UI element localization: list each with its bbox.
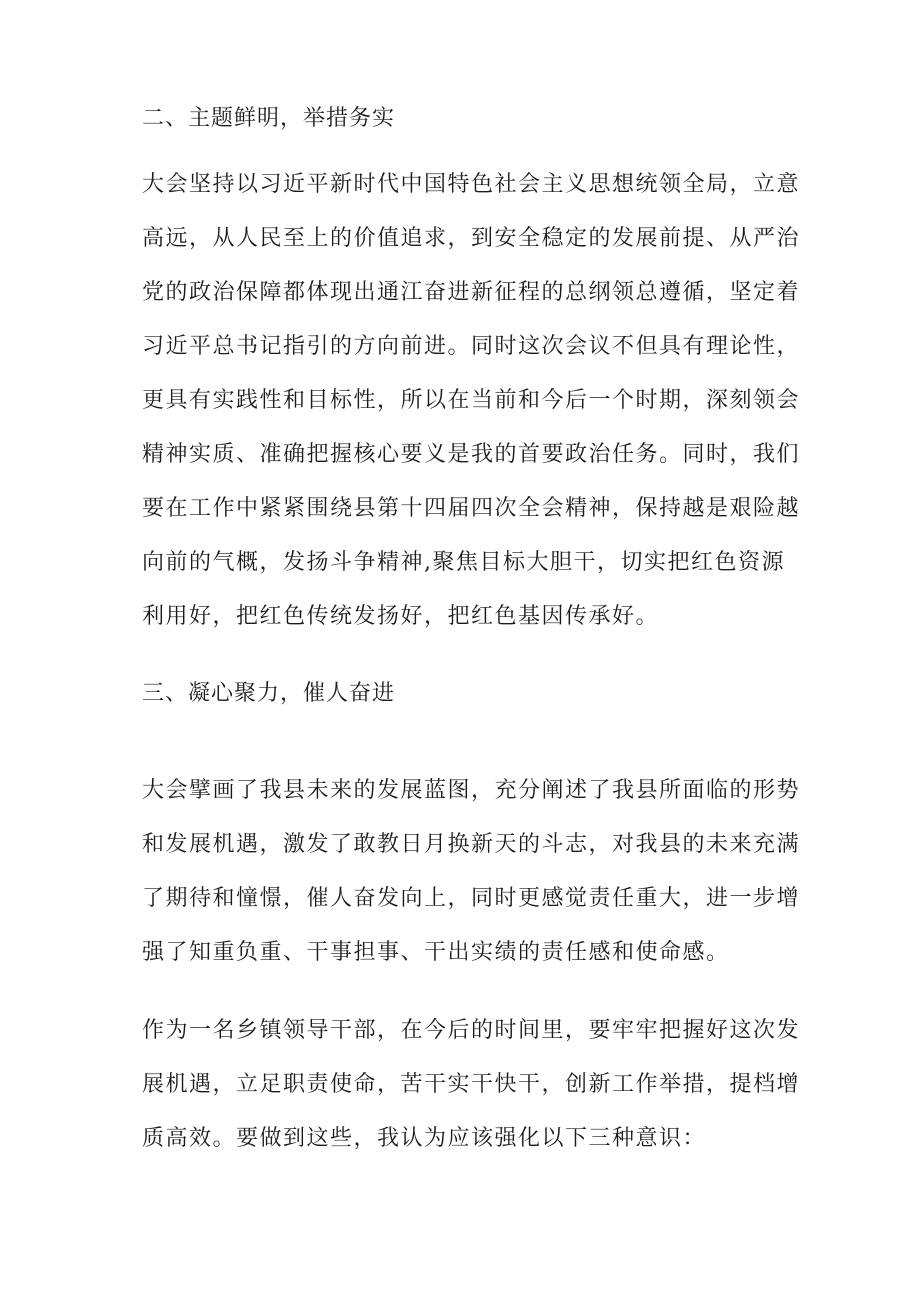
text-line: 党的政治保障都体现出通江奋进新征程的总纲领总遵循，坚定着 bbox=[142, 280, 801, 305]
text-line: 展机遇，立足职责使命，苦干实干快干，创新工作举措，提档增 bbox=[142, 1072, 801, 1097]
text-line: 质高效。要做到这些，我认为应该强化以下三种意识： bbox=[142, 1126, 707, 1151]
section-3-paragraph-2 bbox=[142, 1004, 801, 1166]
text-line: 和发展机遇，激发了敢教日月换新天的斗志，对我县的未来充满 bbox=[142, 832, 801, 857]
section-heading-3: 三、凝心聚力，催人奋进 bbox=[142, 681, 396, 706]
section-2-paragraph-1 bbox=[142, 158, 801, 644]
text-line: 大会擘画了我县未来的发展蓝图，充分阐述了我县所面临的形势 bbox=[142, 778, 801, 803]
text-line: 大会坚持以习近平新时代中国特色社会主义思想统领全局，立意 bbox=[142, 172, 801, 197]
text-line: 强了知重负重、干事担事、干出实绩的责任感和使命感。 bbox=[142, 940, 730, 965]
text-line: 利用好，把红色传统发扬好，把红色基因传承好。 bbox=[142, 604, 660, 629]
text-line: 习近平总书记指引的方向前进。同时这次会议不但具有理论性， bbox=[142, 334, 801, 359]
section-heading-2: 二、主题鲜明，举措务实 bbox=[142, 106, 396, 131]
text-line: 高远，从人民至上的价值追求，到安全稳定的发展前提、从严治 bbox=[142, 226, 801, 251]
section-3-paragraph-1 bbox=[142, 764, 801, 980]
text-line: 向前的气概，发扬斗争精神,聚焦目标大胆干，切实把红色资源 bbox=[142, 550, 785, 575]
text-line: 作为一名乡镇领导干部，在今后的时间里，要牢牢把握好这次发 bbox=[142, 1018, 801, 1043]
text-line: 了期待和憧憬，催人奋发向上，同时更感觉责任重大，进一步增 bbox=[142, 886, 801, 911]
text-line: 要在工作中紧紧围绕县第十四届四次全会精神，保持越是艰险越 bbox=[142, 496, 801, 521]
text-line: 精神实质、准确把握核心要义是我的首要政治任务。同时，我们 bbox=[142, 442, 801, 467]
text-line: 更具有实践性和目标性，所以在当前和今后一个时期，深刻领会 bbox=[142, 388, 801, 413]
